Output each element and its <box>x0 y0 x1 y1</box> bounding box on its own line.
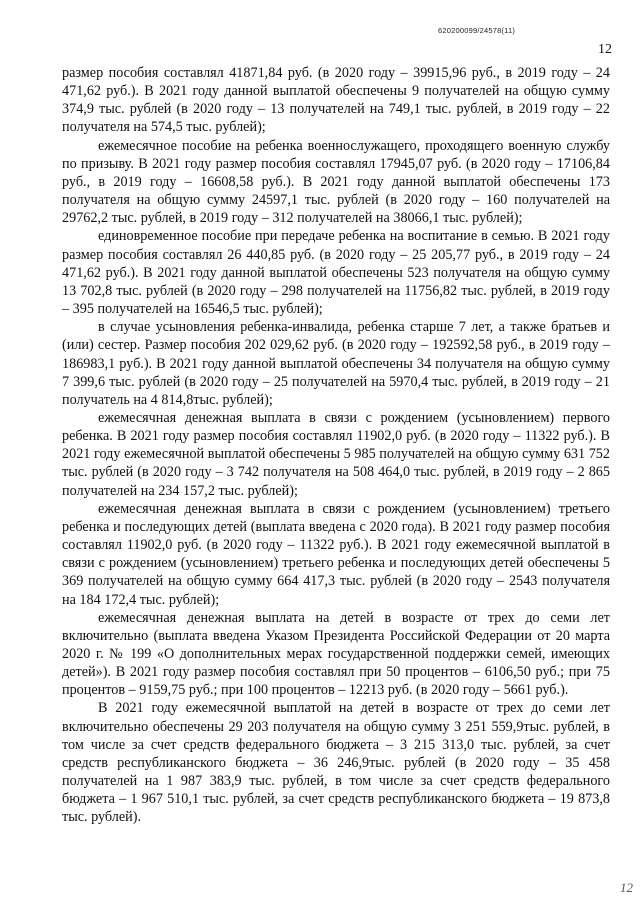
paragraph-third-child-payment: ежемесячная денежная выплата в связи с рождением (усыновлением) третьего ребенка и последующих детей (выплата введена с 2020 года). В 2021 году размер пособия составлял 11902,0 руб. (в 2020 году – 11322 руб.). В 2021 году ежемесячной выплатой в связи с рождением (усыновлением) третьего ребенка и последующих детей обеспечены 5 369 получателей на общую сумму 664 417,3 тыс. рублей (в 2020 году – 2543 получателя на 184 172,4 тыс. рублей); <box>62 500 610 608</box>
paragraph-continued: размер пособия составлял 41871,84 руб. (в 2020 году – 39915,96 руб., в 2019 году – 24 471,62 руб.). В 2021 году данной выплатой обеспечены 9 получателей на общую сумму 374,9 тыс. рублей (в 2020 году – 13 получателей на 749,1 тыс. рублей, в 2019 году – 22 получателя на 574,5 тыс. рублей); <box>62 65 610 136</box>
paragraph-military-child-allowance: ежемесячное пособие на ребенка военнослужащего, проходящего военную службу по призыву. В 2021 году размер пособия составлял 17945,07 руб. (в 2020 году – 17106,84 руб., в 2019 году – 16608,58 руб.). В 2021 году данной выплатой обеспечены 173 получателя на общую сумму 24597,1 тыс. рублей (в 2020 году – 160 получателей на 29762,2 тыс. рублей, в 2019 году – 312 получателей на 38066,1 тыс. рублей); <box>62 137 610 227</box>
paragraph-adoption-disabled-child: в случае усыновления ребенка-инвалида, ребенка старше 7 лет, а также братьев и (или) сестер. Размер пособия 202 029,62 руб. (в 2020 году – 192592,58 руб., в 2019 году – 186983,1 руб.). В 2021 году данной выплатой обеспечены 34 получателя на общую сумму 7 399,6 тыс. рублей (в 2020 году – 25 получателей на 5970,4 тыс. рублей, в 2019 году – 21 получатель на 4 814,8тыс. рублей); <box>62 319 610 408</box>
paragraph-first-child-payment: ежемесячная денежная выплата в связи с рождением (усыновлением) первого ребенка. В 2021 году размер пособия составлял 11902,0 руб. (в 2020 году – 11322 руб.). В 2021 году ежемесячной выплатой обеспечены 5 985 получателей на общую сумму 631 752 тыс. рублей (в 2020 году – 3 742 получателя на 508 464,0 тыс. рублей, в 2019 году – 2 865 получателей на 234 157,2 тыс. рублей); <box>62 409 610 499</box>
paragraph-3-to-7-payment: ежемесячная денежная выплата на детей в возрасте от трех до семи лет включительно (выплата введена Указом Президента Российской Федерации от 20 марта 2020 г. № 199 «О дополнительных мерах государственной поддержки семей, имеющих детей»). В 2021 году размер пособия составлял при 50 процентов – 6106,50 руб.; при 75 процентов – 9159,75 руб.; при 100 процентов – 12213 руб. (в 2020 году – 5661 руб.). <box>62 609 610 699</box>
document-id: 620200099/24578(11) <box>438 26 516 35</box>
handwritten-page-mark: 12 <box>620 880 633 895</box>
document-body <box>62 64 610 827</box>
page-number: 12 <box>598 42 612 57</box>
paragraph-foster-lump-sum: единовременное пособие при передаче ребенка на воспитание в семью. В 2021 году размер пособия составлял 26 440,85 руб. (в 2020 году – 25 205,77 руб., в 2019 году – 24 471,62 руб.). В 2021 году данной выплатой обеспечены 523 получателя на общую сумму 13 702,8 тыс. рублей (в 2020 году – 298 получателей на 11756,82 тыс. рублей, в 2019 году – 395 получателей на 16546,5 тыс. рублей); <box>62 228 610 318</box>
paragraph-3-to-7-recipients: В 2021 году ежемесячной выплатой на детей в возрасте от трех до семи лет включительно обеспечены 29 203 получателя на общую сумму 3 251 559,9тыс. рублей, в том числе за счет средств федерального бюджета – 3 215 313,0 тыс. рублей, за счет средств республиканского бюджета – 36 246,9тыс. рублей (в 2020 году – 35 458 получателей на 1 987 383,9 тыс. рублей, в том числе за счет средств федерального бюджета – 1 967 510,1 тыс. рублей, за счет средств республиканского бюджета – 19 873,8 тыс. рублей). <box>62 700 610 826</box>
